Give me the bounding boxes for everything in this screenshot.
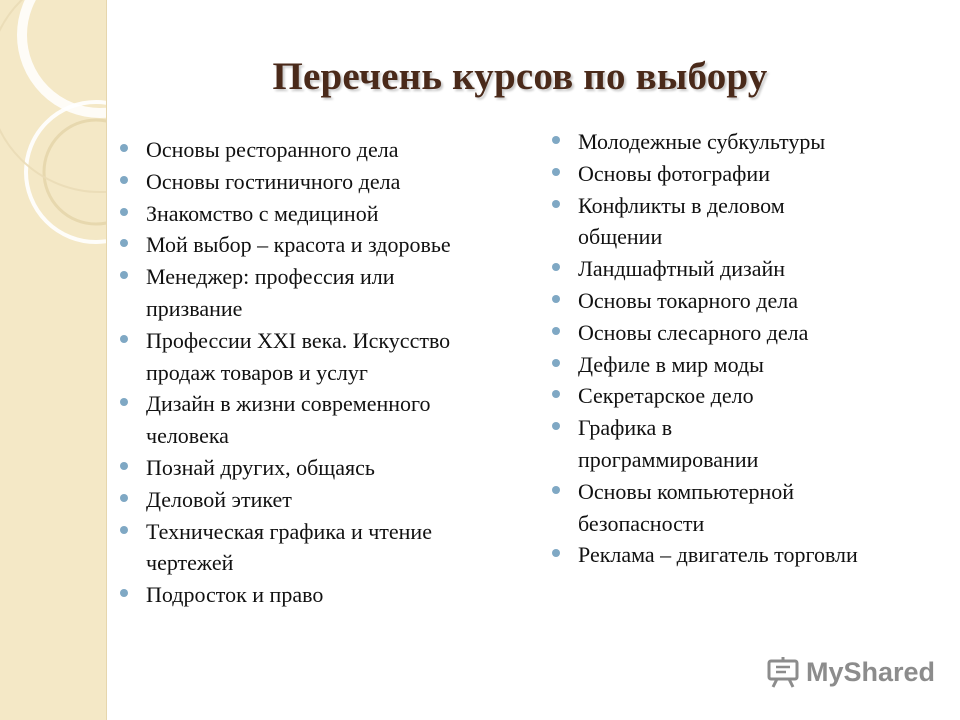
course-text-line: Дизайн в жизни современного [146,391,431,417]
presentation-board-icon [766,656,800,688]
course-text-line: человека [146,423,229,449]
course-item [552,539,942,571]
course-text-line: Реклама – двигатель торговли [578,542,858,568]
course-text-line: Основы слесарного дела [578,319,809,345]
course-text-line: Основы гостиничного дела [146,168,401,194]
course-item [120,452,530,484]
right-course-list [552,126,942,571]
course-item [552,476,942,540]
bullet-dot-icon [552,486,560,494]
bullet-dot-icon [552,263,560,271]
bullet-dot-icon [552,390,560,398]
course-item [552,380,942,412]
bullet-dot-icon [120,526,128,534]
course-text-line: Основы ресторанного дела [146,137,399,162]
bullet-dot-icon [120,176,128,184]
course-text-line: общении [578,224,663,250]
course-text-line: Основы токарного дела [578,287,798,313]
course-item [120,229,530,261]
bullet-dot-icon [552,168,560,176]
course-item [552,285,942,317]
bullet-dot-icon [552,359,560,367]
course-item [552,158,942,190]
course-text-line: Подросток и право [146,582,324,608]
course-text-line: Дефиле в мир моды [578,351,764,377]
course-text-line: безопасности [578,510,705,536]
bullet-dot-icon [120,271,128,279]
course-item [120,484,530,516]
bullet-dot-icon [552,549,560,557]
course-text-line: Мой выбор – красота и здоровье [146,232,451,258]
bullet-dot-icon [552,136,560,144]
course-text-line: Познай других, общаясь [146,454,375,480]
course-text-line: Деловой этикет [146,486,292,512]
course-item [552,190,942,254]
course-text-line: Ландшафтный дизайн [578,256,786,282]
bullet-dot-icon [120,239,128,247]
bullet-dot-icon [552,422,560,430]
bullet-dot-icon [120,494,128,502]
course-text-line: призвание [146,295,243,321]
left-course-list [120,134,530,611]
decorative-circles [0,0,106,720]
bullet-dot-icon [552,295,560,303]
course-item [552,349,942,381]
course-item [552,126,942,158]
course-text-line: Секретарское дело [578,383,754,409]
watermark-text: MyShared [806,656,936,687]
course-item [120,198,530,230]
course-text-line: Основы фотографии [578,160,770,186]
bullet-dot-icon [552,200,560,208]
bullet-dot-icon [120,589,128,597]
decorative-side-band [0,0,107,720]
course-item [552,412,942,476]
course-item [120,261,530,325]
bullet-dot-icon [120,335,128,343]
course-text-line: Знакомство с медициной [146,200,379,226]
course-text-line: Основы компьютерной [578,478,795,504]
course-item [120,325,530,389]
course-text-line: Графика в [578,415,673,441]
course-item [120,516,530,580]
course-text-line: Профессии XXI века. Искусство [146,327,451,353]
bullet-dot-icon [120,398,128,406]
page-title: Перечень курсов по выбору [272,55,768,98]
course-item [120,166,530,198]
course-item [120,579,530,611]
course-text-line: Менеджер: профессия или [146,264,395,290]
watermark [766,656,935,688]
course-item [552,253,942,285]
course-item [120,388,530,452]
course-text-line: чертежей [146,550,234,576]
bullet-dot-icon [120,144,128,152]
course-item [120,134,530,166]
bullet-dot-icon [552,327,560,335]
course-text-line: Молодежные субкультуры [578,129,826,154]
bullet-dot-icon [120,208,128,216]
bullet-dot-icon [120,462,128,470]
course-text-line: программировании [578,446,759,472]
course-text-line: Техническая графика и чтение [146,518,432,544]
course-item [552,317,942,349]
course-text-line: Конфликты в деловом [578,192,785,218]
course-text-line: продаж товаров и услуг [146,359,368,385]
